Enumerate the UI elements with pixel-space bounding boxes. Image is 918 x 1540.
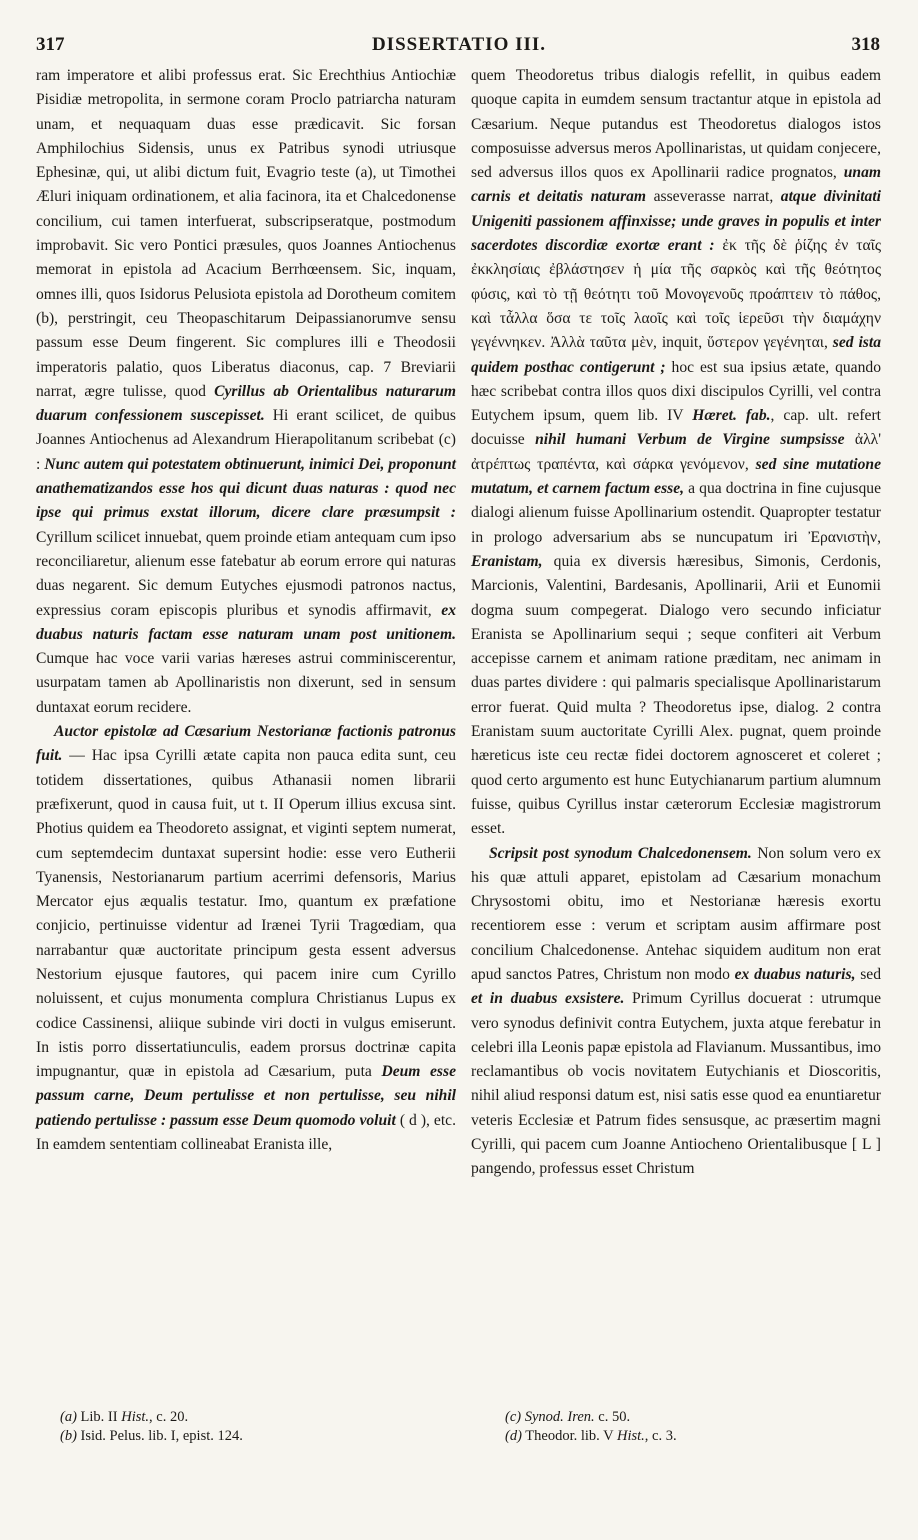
section-heading-auctor: Auctor epistolæ ad Cæsarium Nestorianæ factionis patronus fuit. — [36, 723, 456, 765]
right-paragraph-1: quem Theodoretus tribus dialogis refellit, in quibus eadem quoque capita in eumdem sensum tractantur atque in epistola ad Cæsarium. Neque putandus est Theodoretus dialogos istos composuisse adversus meros Apollinaristas, ut quidam conjecere, sed adversus illos quos ex Apollinarii radice prognatos, unam carnis et deitatis naturam asseverasse narrat, atque divinitati Unigeniti passionem affinxisse; unde graves in populis et inter sacerdotes discordiæ exortæ erant : ἐκ τῆς δὲ ῥίζης ἐν ταῖς ἐκκλησίαις ἐβλάστησεν ἡ μία τῆς σαρκὸς καὶ τῆς θεότητος φύσις, καὶ τὸ τῇ θεότητι τοῦ Μονογενοῦς προάπτειν τὸ πάθος, καὶ τἆλλα ὅσα τε τοῖς λαοῖς καὶ τοῖς ἱερεῦσι τὴν διαμάχην γεγέννηκεν. Ἀλλὰ ταῦτα μὲν, inquit, ὕστερον γεγένηται, sed ista quidem posthac contigerunt ; hoc est sua ipsius ætate, quando hæc scribebat contra illos quos dixi discipulos Cyrilli, vel contra Eutychem ipsum, quem lib. IV Hæret. fab., cap. ult. refert docuisse nihil humani Verbum de Virgine sumpsisse ἀλλ' ἀτρέπτως τραπέντα, καὶ σάρκα γενόμενον, sed sine mutatione mutatum, et carnem factum esse, a qua doctrina in fine cujusque dialogi alienum fuisse Apollinarium ostendit. Quapropter testatur in prologo adversarium abs se nuncupatum iri Ἐρανιστὴν, Eranistam, quia ex diversis hæresibus, Simonis, Cerdonis, Marcionis, Valentini, Bardesanis, Apollinarii, Arii et Eunomii dogma suum compegerat. Dialogo vero secundo inficiatur Eranista se Apollinarium sequi ; seque confiteri ait Verbum accepisse carnem et animam ratione præditam, nec animam in duas partes dividere : qui palmaris specialisque Apollinaristarum error fuerat. Quid multa ? Theodoretus ipse, dialog. 2 contra Eranistam suum auctoritate Cyrilli Alex. pugnat, quem proinde hæreticus iste ceu rectæ fidei doctorem agnosceret et coleret ; quod certo argumento est hunc Eutychianarum partium alumnum fuisse, quibus Cyrillus instar cæterorum Ecclesiæ magistrorum esset. — [471, 67, 882, 838]
footnote-d: (d) Theodor. lib. V Hist., c. 3. — [505, 1428, 677, 1444]
section-heading-scripsit: Scripsit post synodum Chalcedonensem. — [489, 844, 752, 862]
left-paragraph-1: ram imperatore et alibi professus erat. Sic Erechthius Antiochiæ Pisidiæ metropolita, in sermone coram Proclo patriarcha naturam unam, et nequaquam duas esse prædicavit. Sic forsan Amphilochius Sidensis, unus ex Patribus synodi utriusque Ephesinæ, qui, ut alibi dictum fuit, Evagrio teste (a), ut Timothei Æluri iniquam ordinationem, et alia facinora, ita et Chalcedonense concilium, cui tamen interfuerat, subscripseratque, postmodum improbavit. Sic vero Pontici præsules, quos Joannes Antiochenus memorat in epistola ad Acacium Berrhœensem. Sic, inquam, omnes illi, quos Isidorus Pelusiota epistola ad Dorotheum comitem (b), perstringit, ceu Theopaschitarum Deipassianorumve sensu passum esse Deum fingerent. Sic complures illi e Theodosii imperatoris palatio, quos Liberatus diaconus, cap. 7 Breviarii narrat, ægre tulisse, quod Cyrillus ab Orientalibus naturarum duarum confessionem suscepisset. Hi erant scilicet, de quibus Joannes Antiochenus ad Alexandrum Hierapolitanum scribebat (c) : Nunc autem qui potestatem obtinuerunt, inimici Dei, proponunt anathematizandos esse hos qui dicunt duas naturas : quod nec ipse qui primus exstat illorum, dicere clare præsumpsit : Cyrillum scilicet innuebat, quem proinde etiam antequam cum ipso reconciliaretur, alienum esse fatebatur ab eorum errore qui naturas duas negarent. Sic demum Eutyches ejusmodi patronos nactus, expressius coram episcopis pluribus et synodis affirmavit, ex duabus naturis factam esse naturam unam post unitionem. Cumque hac voce varii varias hæreses astrui comminiscerentur, usurpatam tamen ab Apollinaristis non dixerunt, sed in sensum duntaxat eorum recidere. — [36, 67, 456, 716]
footnote-a: (a) Lib. II Hist., c. 20. — [60, 1409, 189, 1425]
footnote-c: (c) Synod. Iren. c. 50. — [505, 1409, 631, 1425]
right-paragraph-2: Scripsit post synodum Chalcedonensem. Non solum vero ex his quæ attuli apparet, epistolam ad Cæsarium monachum Chrysostomi obitu, imo et Nestorianæ hæresis exortu recentiorem esse : verum et scriptam ausim affirmare post concilium Chalcedonense. Antehac siquidem auditum non erat apud sanctos Patres, Christum non modo ex duabus naturis, sed et in duabus exsistere. Primum Cyrillus docuerat : utrumque vero synodus definivit contra Eutychem, juxta atque ferebatur in celebri illa Leonis papæ epistola ad Flavianum. Mussantibus, imo reclamantibus ob vocis novitatem Eutychianis et Dioscoritis, nihil aliud responsi datum est, nisi satis esse quod ea enuntiaretur veteris Ecclesiæ et Patrum fides sensusque, ac præsertim magni Cyrilli, qui pacem cum Joanne Antiocheno Orientalibusque [ L ] pangendo, professus esset Christum — [471, 844, 881, 1178]
greek-quote: ἐκ τῆς δὲ ῥίζης ἐν ταῖς ἐκκλησίαις ἐβλάστησεν ἡ μία τῆς σαρκὸς καὶ τῆς θεότητος φύσις, καὶ τὸ τῇ θεότητι τοῦ Μονογενοῦς προάπτειν τὸ πάθος, καὶ τἆλλα ὅσα τε τοῖς λαοῖς καὶ τοῖς ἱερεῦσι τὴν διαμάχην γεγέννηκεν. Ἀλλὰ ταῦτα μὲν, inquit, ὕστερον γεγένηται, — [471, 237, 881, 352]
left-paragraph-2: Auctor epistolæ ad Cæsarium Nestorianæ factionis patronus fuit. — Hac ipsa Cyrilli ætate capita non pauca edita sunt, ceu totidem dissertationes, quibus Athanasii nomen librarii præfixerunt, quod in causa fuit, ut t. II Operum illius excusa sint. Photius quidem ea Theodoreto assignat, et viginti septem numerat, cum septemdecim duntaxat supersint hodie: esse vero Eutherii Tyanensis, Nestorianarum partium acerrimi defensoris, Marius Mercator ejus æqualis testatur. Imo, quantum ex præfatione conjicio, pertinuisse videntur ad Irænei Tyrii Tragœdiam, qua narrabantur quæ auctoritate principum gesta essent adversus Nestorium ejusque fautores, qui pacem inire cum Cyrillo noluissent, et cujus monumenta complura Christianus Lupus ex codice Cassinensi, aliique subinde viri docti in vulgus emiserunt. In istis porro dissertatiunculis, eadem prorsus doctrinæ capita impugnantur, quæ in epistola ad Cæsarium, puta Deum esse passum carne, Deum pertulisse et non pertulisse, seu nihil patiendo pertulisse : passum esse Deum quomodo voluit ( d ), etc. In eamdem sententiam collineabat Eranista ille, — [36, 723, 457, 1154]
left-column — [36, 64, 456, 1157]
page-title: DISSERTATIO III. — [371, 34, 547, 55]
footnotes-right — [505, 1408, 677, 1446]
footnote-b: (b) Isid. Pelus. lib. I, epist. 124. — [60, 1428, 243, 1444]
left-page-number: 317 — [36, 34, 65, 55]
running-header — [30, 30, 888, 60]
footnotes-left — [60, 1408, 243, 1446]
right-column — [471, 64, 881, 1182]
greek-quote-2: ἀλλ' ἀτρέπτως τραπέντα, καὶ σάρκα γενόμενον, — [471, 431, 881, 473]
right-page-number: 318 — [851, 34, 880, 55]
